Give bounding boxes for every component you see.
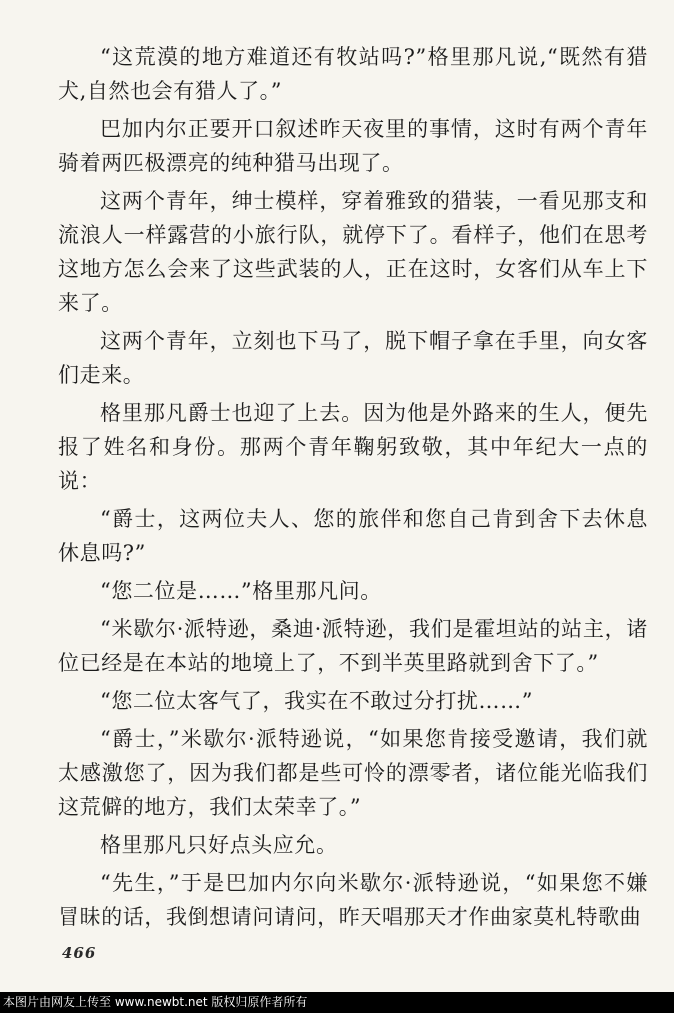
paragraph-6: “爵士，这两位夫人、您的旅伴和您自己肯到舍下去休息休息吗?”: [58, 507, 648, 565]
paragraph-5: 格里那凡爵士也迎了上去。因为他是外路来的生人，便先报了姓名和身份。那两个青年鞠躬致敬，其中年纪大一点的说：: [58, 401, 648, 493]
paragraph-11: 格里那凡只好点头应允。: [100, 833, 338, 857]
paragraph-7: “您二位是……”格里那凡问。: [100, 579, 382, 603]
paragraph-10: “爵士，”米歇尔·派特逊说，“如果您肯接受邀请，我们就太感激您了，因为我们都是些可怜的漂零者，诸位能光临我们这荒僻的地方，我们太荣幸了。”: [58, 727, 648, 819]
text-column: [58, 40, 648, 938]
paragraph-1: “这荒漠的地方难道还有牧站吗?”格里那凡说,“既然有猎犬,自然也会有猎人了。”: [58, 45, 648, 103]
paragraph-9: “您二位太客气了，我实在不敢过分打扰……”: [100, 689, 534, 713]
paragraph-3: 这两个青年，绅士模样，穿着雅致的猎装，一看见那支和流浪人一样露营的小旅行队，就停下了。看样子，他们在思考这地方怎么会来了这些武装的人，正在这时，女客们从车上下来了。: [58, 189, 648, 315]
paragraph-8: “米歇尔·派特逊，桑迪·派特逊，我们是霍坦站的站主，诸位已经是在本站的地境上了，不到半英里路就到舍下了。”: [58, 617, 648, 675]
paragraph-4: 这两个青年，立刻也下马了，脱下帽子拿在手里，向女客们走来。: [58, 329, 648, 387]
paragraph-2: 巴加内尔正要开口叙述昨天夜里的事情，这时有两个青年骑着两匹极漂亮的纯种猎马出现了。: [58, 117, 648, 175]
watermark-footer-text: 本图片由网友上传至 www.newbt.net 版权归原作者所有: [3, 995, 308, 1009]
page-number: 466: [62, 944, 97, 962]
paragraph-12: “先生，”于是巴加内尔向米歇尔·派特逊说，“如果您不嫌冒昧的话，我倒想请问请问，昨天唱那天才作曲家莫札特歌曲: [58, 871, 648, 929]
watermark-footer-bar: [0, 992, 674, 1013]
